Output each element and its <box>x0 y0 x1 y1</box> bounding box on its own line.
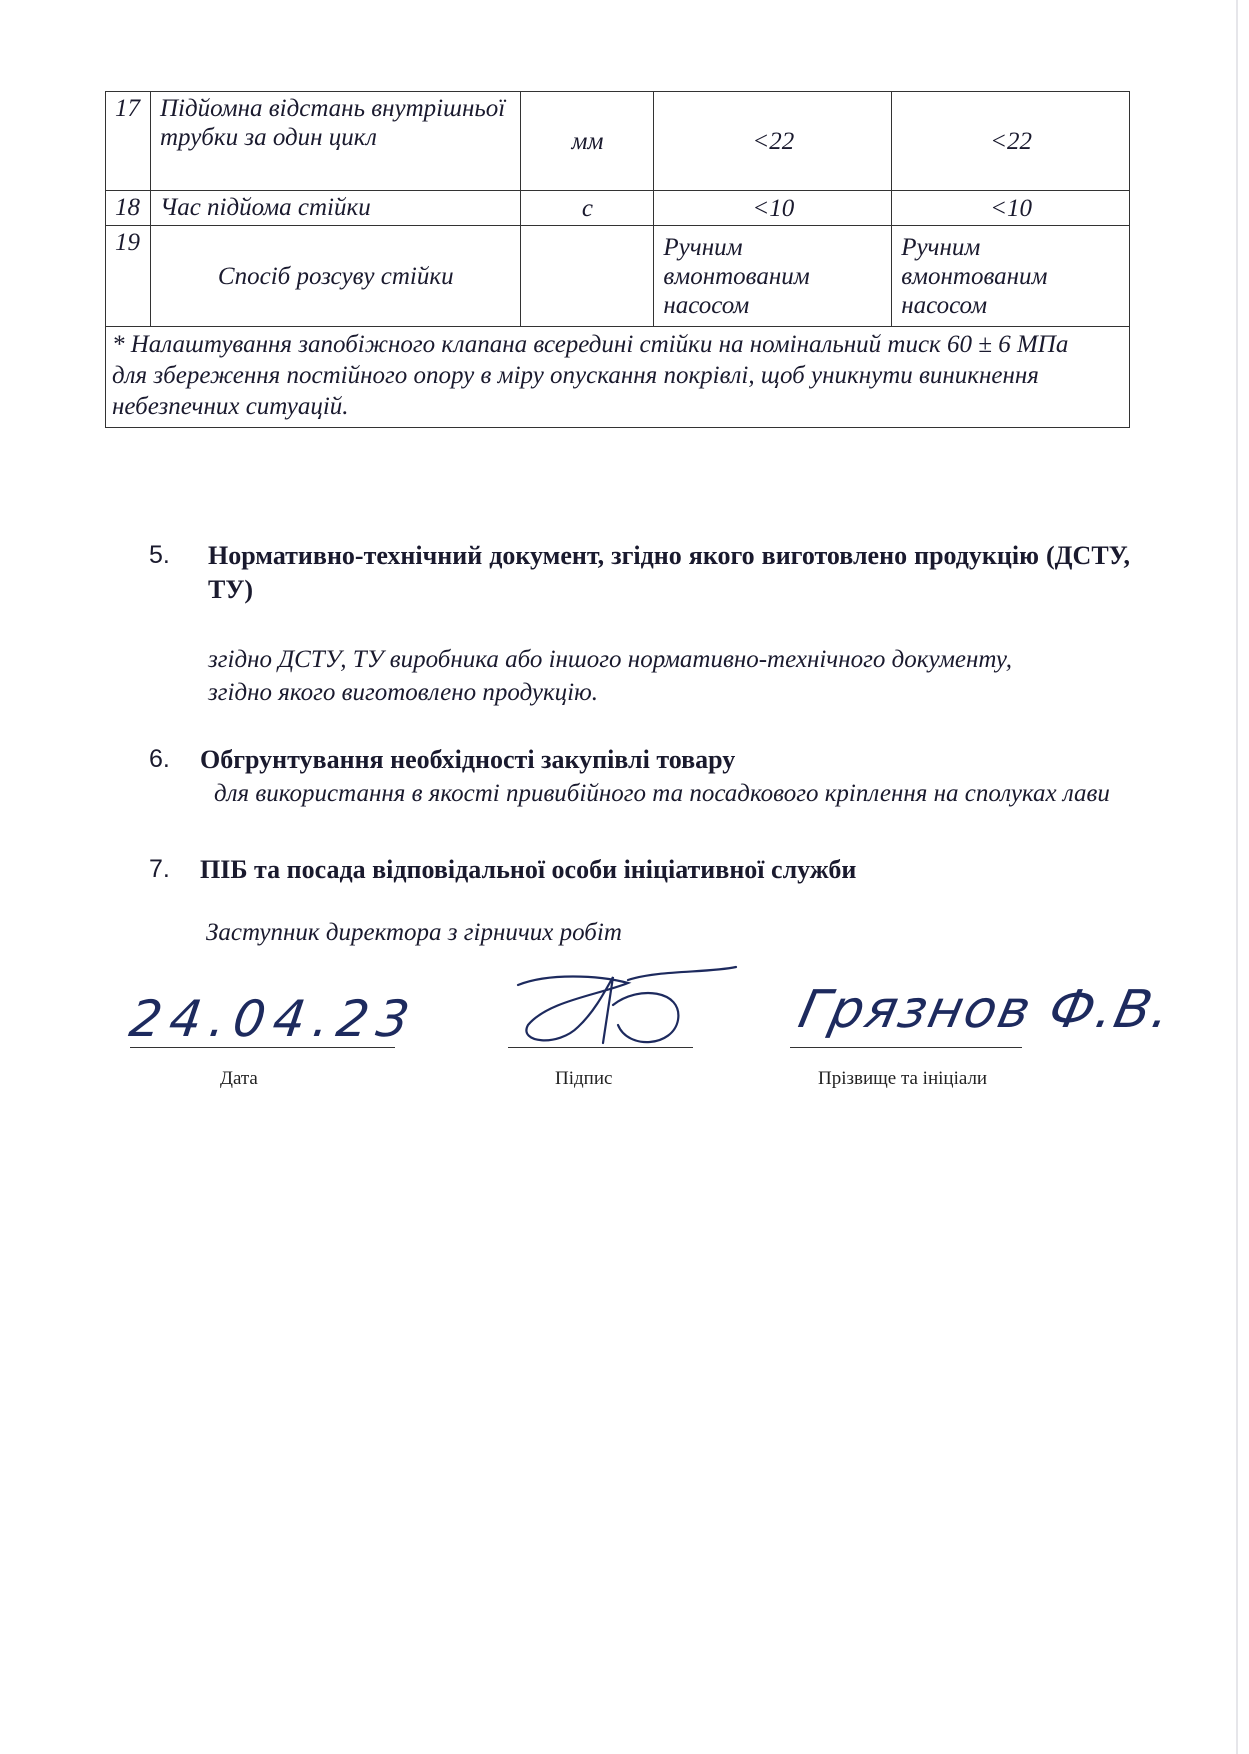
value-cell-1: Ручним вмонтованим насосом <box>654 226 892 327</box>
value-cell-2: Ручним вмонтованим насосом <box>892 226 1130 327</box>
section-6-title: Обгрунтування необхідності закупівлі товару <box>200 745 736 774</box>
handwritten-date: 24.04.23 <box>125 990 421 1048</box>
parameter-name: Час підйома стійки <box>150 191 520 226</box>
value-cell-2: <10 <box>892 191 1130 226</box>
signature-mark <box>508 965 738 1065</box>
section-6-number: 6. <box>149 745 170 773</box>
value-cell-2: <22 <box>892 92 1130 191</box>
unit-cell: мм <box>520 92 654 191</box>
name-line <box>790 1047 1022 1048</box>
value-cell-1: <10 <box>654 191 892 226</box>
section-7-title: ПІБ та посада відповідальної особи ініціативної служби <box>200 855 857 884</box>
spec-table <box>105 91 1130 428</box>
parameter-name: Спосіб розсуву стійки <box>150 226 520 327</box>
row-number: 19 <box>106 226 151 327</box>
row-number: 17 <box>106 92 151 191</box>
unit-cell <box>520 226 654 327</box>
row-number: 18 <box>106 191 151 226</box>
signature-caption: Підпис <box>555 1068 613 1089</box>
table-row <box>106 191 1130 226</box>
signature-line <box>508 1047 693 1048</box>
name-caption: Прізвище та ініціали <box>818 1068 988 1089</box>
handwritten-name: Грязнов Ф.В. <box>793 980 1178 1040</box>
value-cell-1: <22 <box>654 92 892 191</box>
section-5-number: 5. <box>149 541 170 569</box>
date-line <box>130 1047 395 1048</box>
section-7-body: Заступник директора з гірничих робіт <box>206 919 622 946</box>
table-row <box>106 92 1130 191</box>
table-note: * Налаштування запобіжного клапана всередині стійки на номінальний тиск 60 ± 6 МПа для збереження постійного опору в міру опускання покрівлі, щоб уникнути виникнення небезпечних ситуацій. <box>106 327 1130 428</box>
section-5-title: Нормативно-технічний документ, згідно якого виготовлено продукцію (ДСТУ, ТУ) <box>208 541 1130 604</box>
table-note-row <box>106 327 1130 428</box>
parameter-name: Підйомна відстань внутрішньої трубки за один цикл <box>150 92 520 191</box>
table-row <box>106 226 1130 327</box>
section-7-number: 7. <box>149 855 170 883</box>
section-5-body: згідно ДСТУ, ТУ виробника або іншого нормативно-технічного документу, згідно якого виготовлено продукцію. <box>208 646 1012 706</box>
scan-edge <box>1236 0 1238 1754</box>
section-6-body: для використання в якості привибійного та посадкового кріплення на сполуках лави <box>214 780 1110 807</box>
unit-cell: с <box>520 191 654 226</box>
date-caption: Дата <box>220 1068 258 1089</box>
